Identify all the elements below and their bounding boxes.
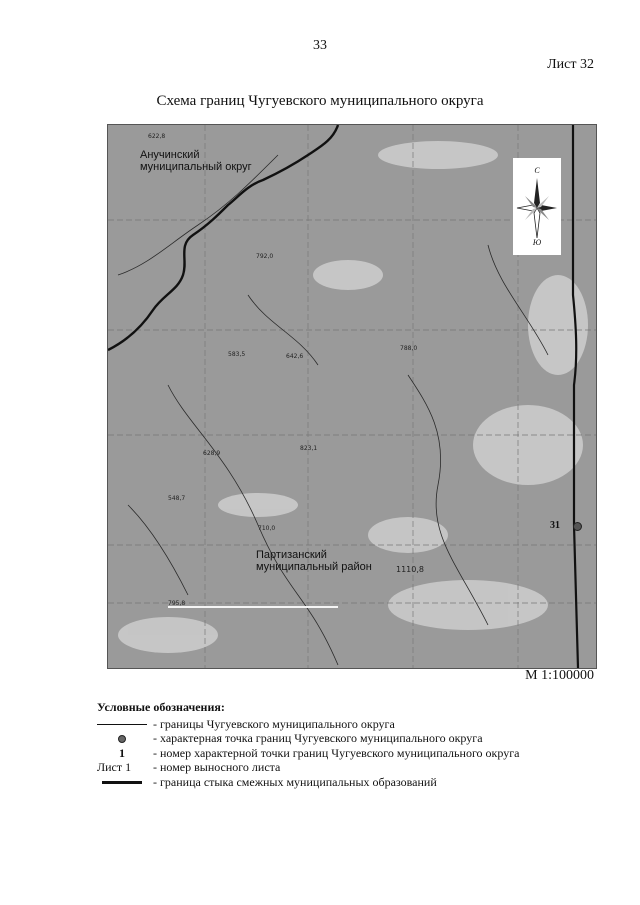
legend-symbol-thin-line <box>97 724 147 725</box>
height-mark: 823,1 <box>300 445 318 452</box>
legend-symbol-thick-line <box>97 781 147 784</box>
map-frame <box>107 124 597 669</box>
legend <box>97 700 617 790</box>
label-anuchino-district: Анучинский муниципальный округ <box>140 149 252 173</box>
legend-text: - границы Чугуевского муниципального округа <box>153 716 395 731</box>
map-scale: М 1:100000 <box>525 668 594 683</box>
height-mark: 1110,8 <box>396 565 424 574</box>
height-mark: 710,0 <box>258 525 276 532</box>
legend-symbol-sheet: Лист 1 <box>97 760 132 775</box>
height-mark: 548,7 <box>168 495 186 502</box>
label-partizansk-district: Партизанский муниципальный район <box>256 549 372 573</box>
compass-north-label: С <box>534 166 540 175</box>
legend-text: - номер выносного листа <box>153 760 281 775</box>
map-title: Схема границ Чугуевского муниципального округа <box>156 93 484 109</box>
legend-title: Условные обозначения: <box>97 700 225 714</box>
height-mark: 628,9 <box>203 450 221 457</box>
legend-item-point <box>97 732 617 747</box>
compass-rose <box>513 158 561 255</box>
legend-symbol-number: 1 <box>119 745 125 760</box>
legend-text: - характерная точка границ Чугуевского муниципального округа <box>153 731 483 746</box>
legend-text: - граница стыка смежных муниципальных образований <box>153 774 437 789</box>
height-mark: 788,0 <box>400 345 418 352</box>
height-mark: 792,0 <box>256 253 274 260</box>
legend-text: - номер характерной точки границ Чугуевского муниципального округа <box>153 745 520 760</box>
height-mark: 642,6 <box>286 353 304 360</box>
height-mark: 583,5 <box>228 351 246 358</box>
boundary-point-marker <box>573 522 582 531</box>
sheet-label: Лист 32 <box>547 57 594 72</box>
height-mark: 795,8 <box>168 600 186 607</box>
page-number: 33 <box>313 38 327 53</box>
compass-south-label: Ю <box>532 238 542 247</box>
legend-item-sheet <box>97 761 617 776</box>
legend-item-boundary <box>97 717 617 732</box>
legend-item-point-number <box>97 746 617 761</box>
legend-item-junction <box>97 775 617 790</box>
boundary-point-number: 31 <box>550 520 560 531</box>
legend-symbol-dot <box>97 735 147 743</box>
height-mark: 622,8 <box>148 133 166 140</box>
